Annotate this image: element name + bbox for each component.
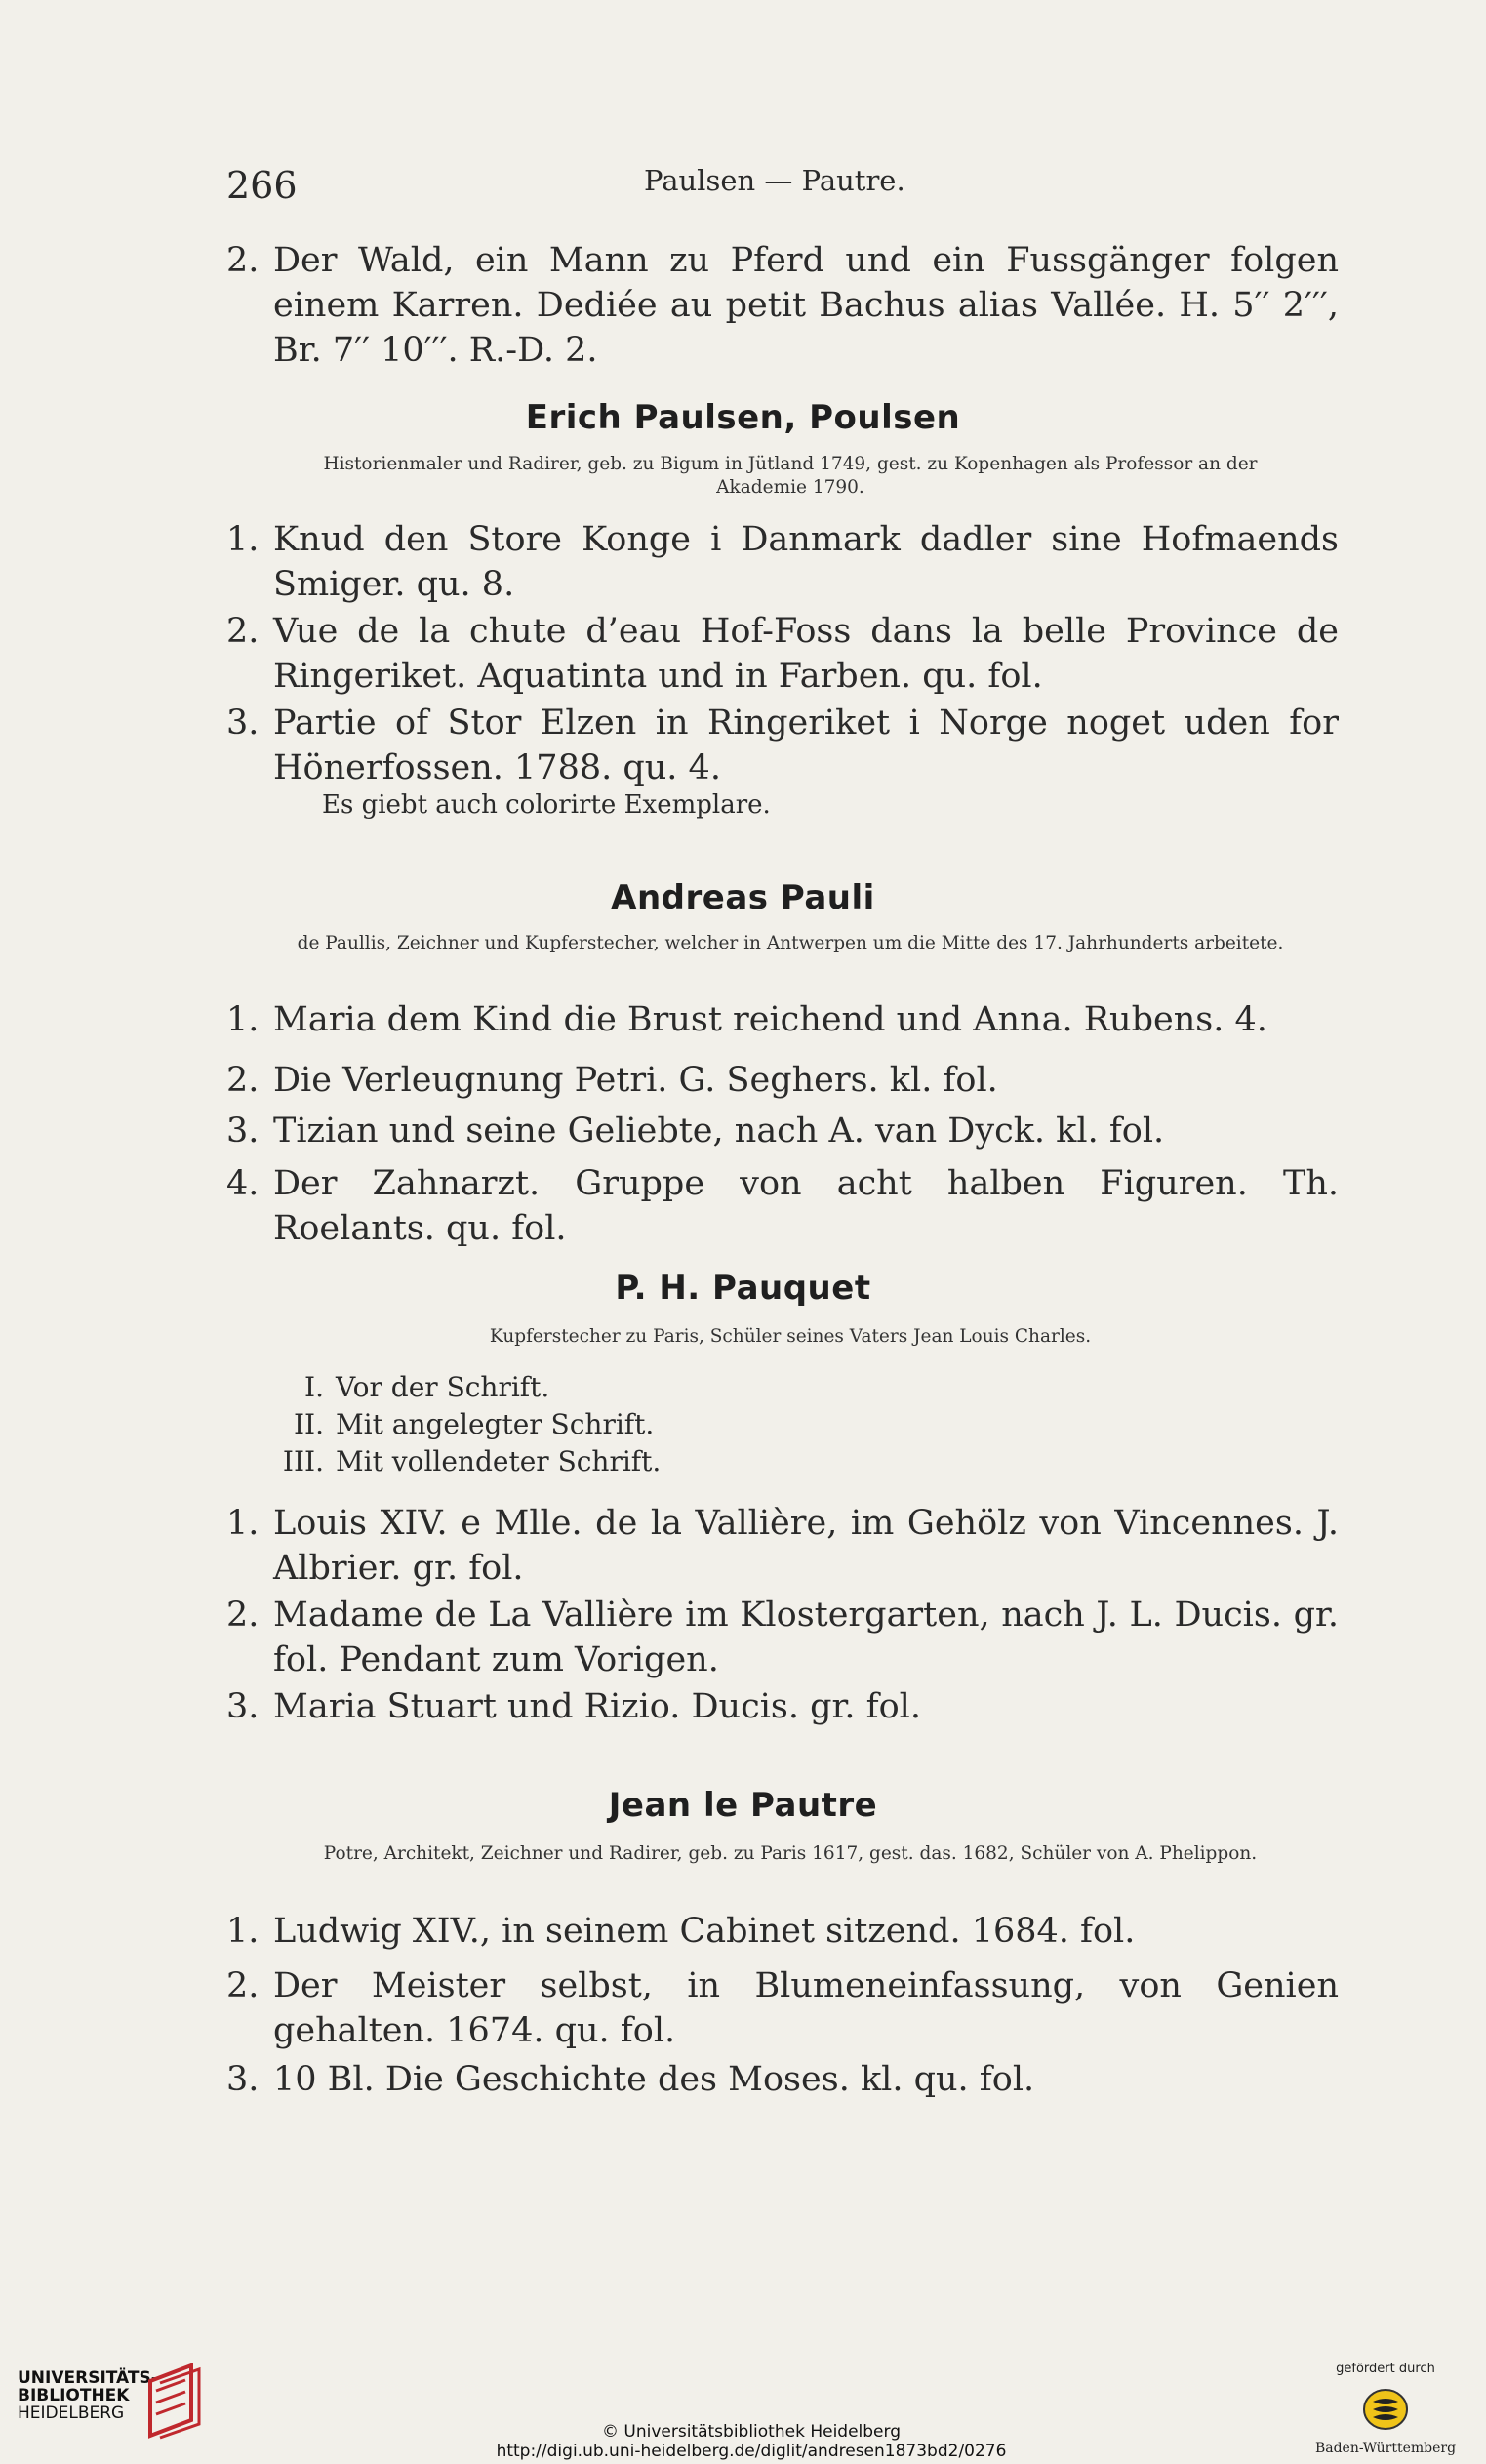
running-title: Paulsen — Pautre. bbox=[644, 164, 905, 197]
entry bbox=[226, 1909, 1339, 1954]
entry-text: Die Verleugnung Petri. G. Seghers. kl. fol. bbox=[273, 1061, 998, 1100]
artist-bio: Kupferstecher zu Paris, Schüler seines Vaters Jean Louis Charles. bbox=[489, 1326, 1092, 1347]
entry-number: 2. bbox=[226, 612, 260, 651]
entry-number: 3. bbox=[226, 1111, 260, 1151]
entry bbox=[226, 1593, 1339, 1682]
entry bbox=[226, 1501, 1339, 1591]
entry-text: Der Wald, ein Mann zu Pferd und ein Fussgänger folgen einem Karren. Dediée au petit Bachus alias Vallée. H. 5′′ 2′′′, Br. 7′′ 10′′′. R.-D. 2. bbox=[273, 241, 1339, 370]
entry bbox=[226, 2057, 1339, 2102]
entry-number: 3. bbox=[226, 704, 260, 743]
entry bbox=[226, 1963, 1339, 2053]
entry-text: Ludwig XIV., in seinem Cabinet sitzend. 1684. fol. bbox=[273, 1912, 1136, 1951]
entry bbox=[226, 1109, 1339, 1153]
footer-credits bbox=[410, 2422, 1093, 2461]
funder-name: Baden-Württemberg bbox=[1314, 2441, 1457, 2456]
entry bbox=[226, 1058, 1339, 1103]
library-logo-icon bbox=[142, 2362, 211, 2440]
entry-number: 1. bbox=[226, 520, 260, 559]
artist-heading: Jean le Pautre bbox=[608, 1786, 878, 1825]
entry-text: Der Zahnarzt. Gruppe von acht halben Figuren. Th. Roelants. qu. fol. bbox=[273, 1164, 1339, 1248]
entry-text: Maria dem Kind die Brust reichend und Anna. Rubens. 4. bbox=[273, 1000, 1267, 1039]
entry bbox=[226, 997, 1339, 1042]
state-numeral: I. bbox=[304, 1371, 324, 1403]
entry-text: 10 Bl. Die Geschichte des Moses. kl. qu. fol. bbox=[273, 2060, 1035, 2099]
entry-text: Vue de la chute d’eau Hof-Foss dans la belle Province de Ringeriket. Aquatinta und in Farben. qu. fol. bbox=[273, 612, 1339, 696]
entry bbox=[226, 1161, 1339, 1251]
entry-number: 1. bbox=[226, 1912, 260, 1951]
entry-number: 2. bbox=[226, 1966, 260, 2005]
entry-text: Madame de La Vallière im Klostergarten, nach J. L. Ducis. gr. fol. Pendant zum Vorigen. bbox=[273, 1596, 1339, 1679]
section-note: Es giebt auch colorirte Exemplare. bbox=[322, 790, 771, 820]
entry-text: Der Meister selbst, in Blumeneinfassung, von Genien gehalten. 1674. qu. fol. bbox=[273, 1966, 1339, 2050]
entry-number: 1. bbox=[226, 1000, 260, 1039]
library-name bbox=[18, 2369, 158, 2422]
source-url[interactable]: http://digi.ub.uni-heidelberg.de/diglit/andresen1873bd2/0276 bbox=[496, 2442, 1007, 2461]
artist-heading: Andreas Pauli bbox=[611, 878, 875, 917]
funded-by-text: gefördert durch bbox=[1336, 2362, 1435, 2376]
library-line: UNIVERSITÄTS- bbox=[18, 2368, 158, 2388]
funder-block bbox=[1298, 2362, 1473, 2456]
entry-number: 4. bbox=[226, 1164, 260, 1203]
entry-text: Partie of Stor Elzen in Ringeriket i Norge noget uden for Hönerfossen. 1788. qu. 4. bbox=[273, 704, 1339, 788]
entry-text: Maria Stuart und Rizio. Ducis. gr. fol. bbox=[273, 1687, 921, 1726]
entry bbox=[226, 609, 1339, 699]
coat-of-arms-icon bbox=[1361, 2384, 1410, 2433]
state-text: Vor der Schrift. bbox=[336, 1371, 550, 1403]
entry bbox=[226, 701, 1339, 790]
state-numeral: II. bbox=[293, 1408, 324, 1440]
library-line: BIBLIOTHEK bbox=[18, 2386, 130, 2405]
entry-text: Tizian und seine Geliebte, nach A. van Dyck. kl. fol. bbox=[273, 1111, 1165, 1151]
print-state bbox=[256, 1407, 654, 1442]
entry-number: 2. bbox=[226, 241, 260, 280]
entry-number: 2. bbox=[226, 1596, 260, 1635]
artist-bio: de Paullis, Zeichner und Kupferstecher, welcher in Antwerpen um die Mitte des 17. Jahrhunderts arbeitete. bbox=[297, 933, 1284, 953]
entry-number: 1. bbox=[226, 1504, 260, 1543]
entry-text: Louis XIV. e Mlle. de la Vallière, im Gehölz von Vincennes. J. Albrier. gr. fol. bbox=[273, 1504, 1339, 1588]
entry-number: 3. bbox=[226, 1687, 260, 1726]
state-text: Mit angelegter Schrift. bbox=[336, 1408, 655, 1440]
library-line: HEIDELBERG bbox=[18, 2403, 125, 2423]
state-text: Mit vollendeter Schrift. bbox=[336, 1445, 662, 1477]
artist-heading: Erich Paulsen, Poulsen bbox=[525, 398, 961, 437]
copyright-text: © Universitätsbibliothek Heidelberg bbox=[601, 2422, 901, 2442]
artist-bio: Historienmaler und Radirer, geb. zu Bigum in Jütland 1749, gest. zu Kopenhagen als Professor an der Akademie 1790. bbox=[323, 454, 1258, 498]
state-numeral: III. bbox=[282, 1445, 324, 1477]
print-state bbox=[256, 1370, 549, 1405]
page-number: 266 bbox=[226, 164, 298, 207]
artist-bio: Potre, Architekt, Zeichner und Radirer, geb. zu Paris 1617, gest. das. 1682, Schüler von A. Phelippon. bbox=[323, 1843, 1258, 1864]
entry bbox=[226, 1684, 1339, 1729]
print-state bbox=[256, 1444, 661, 1479]
entry-number: 3. bbox=[226, 2060, 260, 2099]
prev-entry bbox=[226, 238, 1339, 373]
entry-text: Knud den Store Konge i Danmark dadler sine Hofmaends Smiger. qu. 8. bbox=[273, 520, 1339, 604]
artist-heading: P. H. Pauquet bbox=[615, 1269, 871, 1308]
entry bbox=[226, 517, 1339, 607]
entry-number: 2. bbox=[226, 1061, 260, 1100]
